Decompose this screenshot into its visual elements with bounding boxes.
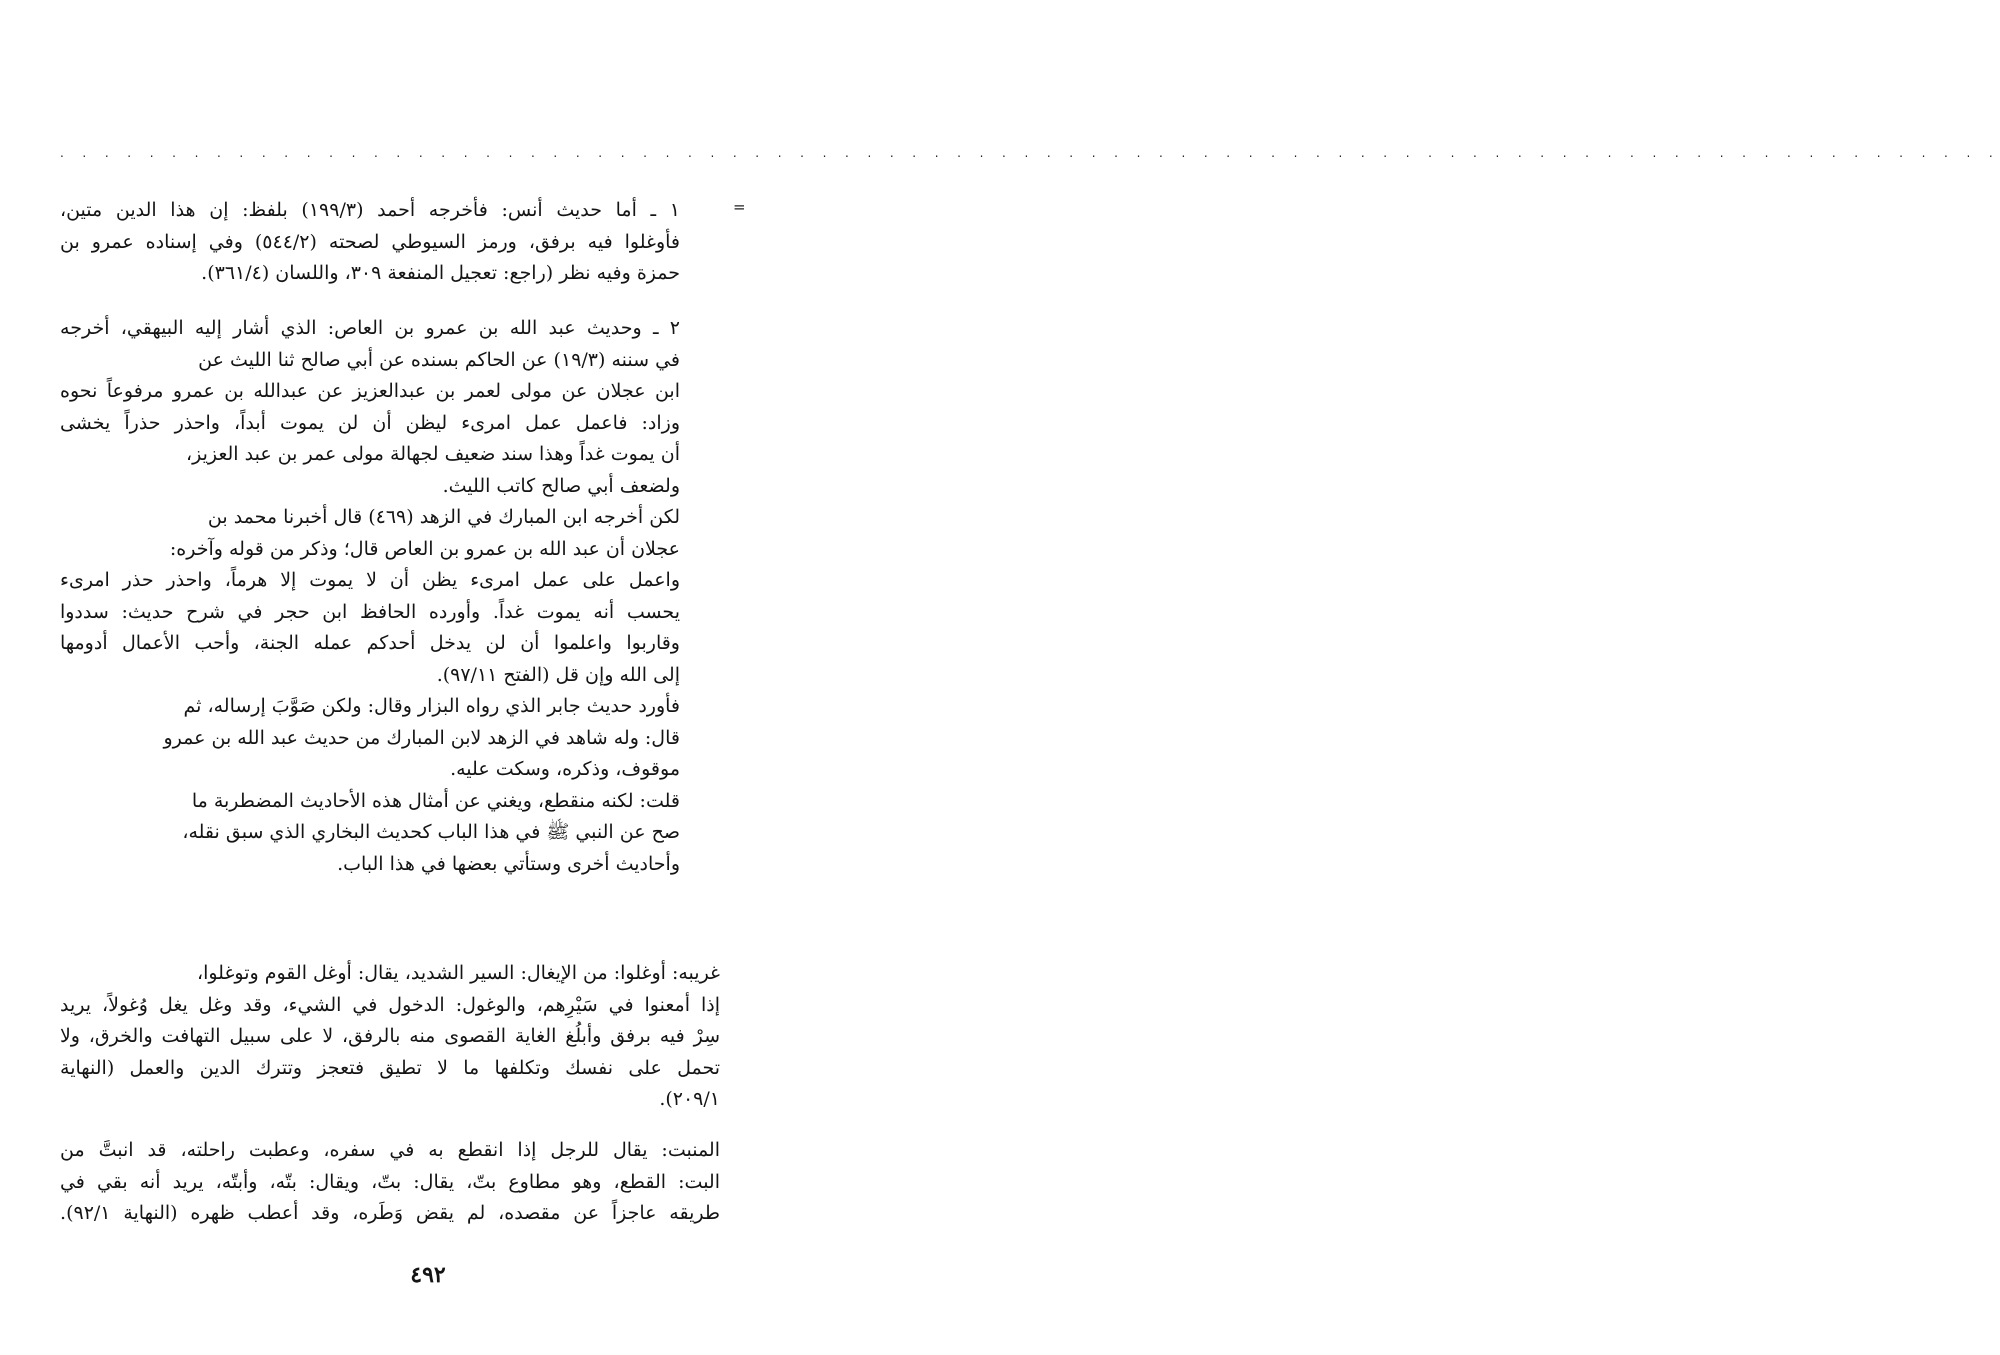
text-line: ولضعف أبي صالح كاتب الليث. — [442, 474, 680, 497]
text-line: سِرْ فيه برفق وأبلُغ الغاية القصوى منه بالرفق، لا على سبيل التهافت والخرق، ولا — [59, 1025, 720, 1047]
footnote-2 — [60, 313, 680, 880]
text-line: فأوغلوا فيه برفق، ورمز السيوطي لصحته (٥٤٤/٢) وفي إسناده عمرو بن — [59, 230, 680, 253]
text-line: قال: وله شاهد في الزهد لابن المبارك من حديث عبد الله بن عمرو — [163, 726, 680, 749]
footnote-separator: . . . . . . . . . . . . . . . . . . . . . . . . . . . . . . . . . . . . . . . . . . . . . . . . . . . . . . . . . . . . . . . . . . . . . . . . . . . . . . . . . . . . . . . — [60, 146, 2000, 160]
text-line: في سننه (١٩/٣) عن الحاكم بسنده عن أبي صالح ثنا الليث عن — [198, 348, 680, 371]
footnote-1 — [60, 195, 680, 290]
continuation-mark: = — [733, 198, 746, 216]
text-line: فأورد حديث جابر الذي رواه البزار وقال: ولكن صَوَّبَ إرساله، ثم — [183, 695, 680, 717]
text-line: لكن أخرجه ابن المبارك في الزهد (٤٦٩) قال أخبرنا محمد بن — [207, 506, 680, 528]
text-line: صح عن النبي ﷺ في هذا الباب كحديث البخاري الذي سبق نقله، — [182, 821, 680, 843]
text-line: أن يموت غداً وهذا سند ضعيف لجهالة مولى عمر بن عبد العزيز، — [185, 443, 680, 465]
text-line: يحسب أنه يموت غداً. وأورده الحافظ ابن حجر في شرح حديث: سددوا — [59, 600, 680, 623]
text-line: طريقه عاجزاً عن مقصده، لم يقض وَطَره، وقد أعطب ظهره (النهاية ٩٢/١). — [60, 1202, 720, 1224]
text-line: المنبت: يقال للرجل إذا انقطع به في سفره، وعطبت راحلته، قد انبتَّ من — [60, 1139, 720, 1161]
text-line: موقوف، وذكره، وسكت عليه. — [450, 758, 680, 780]
text-line: ابن عجلان عن مولى لعمر بن عبدالعزيز عن عبدالله بن عمرو مرفوعاً نحوه — [60, 380, 680, 402]
text-line: قلت: لكنه منقطع، ويغني عن أمثال هذه الأحاديث المضطربة ما — [191, 789, 680, 812]
text-line: وزاد: فاعمل عمل امرىء ليظن أن لن يموت أبداً، واحذر حذراً يخشى — [59, 411, 680, 434]
text-line: ٢٠٩/١). — [659, 1088, 720, 1110]
text-line: وأحاديث أخرى وستأتي بعضها في هذا الباب. — [337, 852, 680, 875]
text-line: تحمل على نفسك وتكلفها ما لا تطيق فتعجز وتترك الدين والعمل (النهاية — [60, 1056, 720, 1079]
text-line: إلى الله وإن قل (الفتح ٩٧/١١). — [436, 663, 680, 686]
text-line: عجلان أن عبد الله بن عمرو بن العاص قال؛ وذكر من قوله وآخره: — [169, 537, 680, 560]
page-number: ٤٩٢ — [410, 1262, 446, 1288]
text-line: وقاربوا واعلموا أن لن يدخل أحدكم عمله الجنة، وأحب الأعمال أدومها — [59, 632, 680, 654]
vocabulary-section — [60, 958, 720, 1116]
text-line: ٢ ـ وحديث عبد الله بن عمرو بن العاص: الذي أشار إليه البيهقي، أخرجه — [60, 317, 680, 339]
text-line: واعمل على عمل امرىء يظن أن لا يموت إلا هرماً، واحذر حذر امرىء — [60, 569, 680, 591]
munbatt-definition — [60, 1135, 720, 1230]
text-line: غريبه: أوغلوا: من الإيغال: السير الشديد، يقال: أوغل القوم وتوغلوا، — [196, 962, 720, 984]
text-line: ١ ـ أما حديث أنس: فأخرجه أحمد (١٩٩/٣) بلفظ: إن هذا الدين متين، — [59, 199, 680, 221]
text-line: حمزة وفيه نظر (راجع: تعجيل المنفعة ٣٠٩، واللسان (٣٦١/٤). — [201, 262, 680, 284]
text-line: البت: القطع، وهو مطاوع بتّ، يقال: بتّ، ويقال: بتّه، وأبتّه، يريد أنه بقي في — [59, 1170, 720, 1193]
text-line: إذا أمعنوا في سَيْرِهم، والوغول: الدخول في الشيء، وقد وغل يغل وُغولاً، يريد — [60, 993, 720, 1016]
